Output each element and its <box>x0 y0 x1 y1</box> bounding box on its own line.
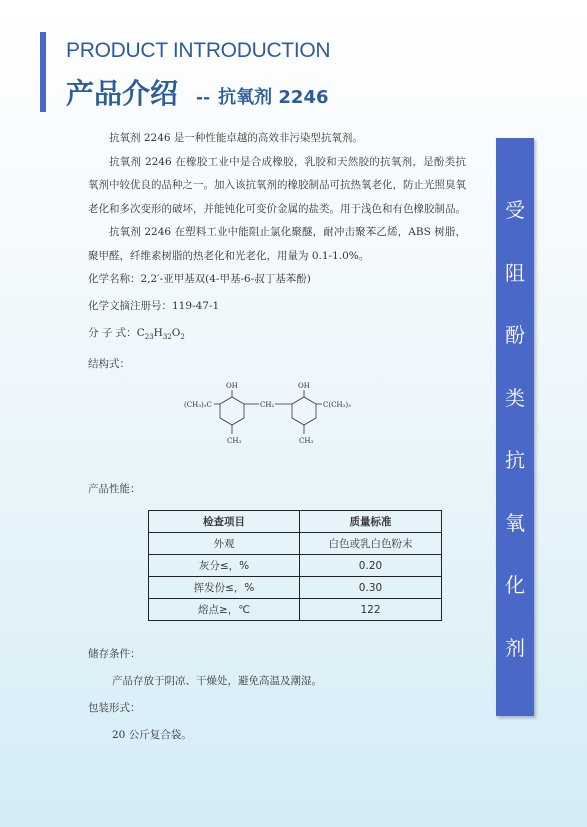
table-row <box>149 599 442 621</box>
side-char: 抗 <box>505 448 525 472</box>
row-item: 外观 <box>149 533 300 555</box>
row-value: 白色或乳白色粉末 <box>300 533 442 555</box>
table-row <box>149 533 442 555</box>
structural-formula <box>184 381 374 451</box>
row-value: 0.20 <box>300 555 442 577</box>
formula-h-count: 32 <box>162 333 172 342</box>
page-title-english: PRODUCT INTRODUCTION <box>66 39 331 62</box>
right-methyl-label: CH₃ <box>299 437 314 446</box>
title-separator: -- <box>196 88 211 108</box>
methylene-label: CH₂ <box>260 401 275 410</box>
formula-o: O <box>171 327 181 339</box>
formula-o-count: 2 <box>180 333 185 342</box>
intro-paragraph-1: 抗氧剂 2246 是一种性能卓越的高效非污染型抗氧剂。 <box>109 132 363 144</box>
side-char: 酚 <box>505 323 525 347</box>
formula-label: 分 子 式： <box>88 327 137 339</box>
cas-number: 化学文摘注册号：119-47-1 <box>88 300 220 312</box>
row-item: 灰分≤，% <box>149 555 300 577</box>
header-standard: 质量标准 <box>300 511 442 533</box>
formula-c: C <box>136 327 145 339</box>
side-char: 类 <box>505 386 525 410</box>
right-tert-butyl-label: C(CH₃)₃ <box>323 401 351 410</box>
side-category-panel <box>496 138 534 716</box>
title-cn-main: 产品介绍 <box>66 77 179 110</box>
storage-label: 储存条件： <box>88 648 141 661</box>
table-header-row <box>149 511 442 533</box>
left-benzene-ring <box>220 397 244 425</box>
storage-text: 产品存放于阴凉、干燥处，避免高温及潮湿。 <box>112 675 322 688</box>
side-char: 化 <box>505 573 525 597</box>
formula-c-count: 23 <box>144 333 154 342</box>
left-oh-label: OH <box>226 382 238 391</box>
intro-paragraph-3: 抗氧剂 2246 在塑料工业中能阻止氯化聚醚，耐冲击聚苯乙烯，ABS 树脂，聚甲醛，纤维素树脂的热老化和光老化，用量为 0.1-1.0%。 <box>88 226 466 262</box>
side-char: 阻 <box>505 261 525 285</box>
performance-label: 产品性能： <box>88 483 141 496</box>
row-value: 122 <box>300 599 442 621</box>
table-row <box>149 555 442 577</box>
structure-label: 结构式： <box>88 358 130 371</box>
performance-table <box>148 510 442 621</box>
side-char: 受 <box>505 198 525 222</box>
title-accent-bar <box>40 32 46 112</box>
left-methyl-label: CH₃ <box>227 437 242 446</box>
left-tert-butyl-label: (CH₃)₃C <box>184 401 212 410</box>
chemical-name: 化学名称：2,2′-亚甲基双(4-甲基-6-叔丁基苯酚) <box>88 273 311 285</box>
table-row <box>149 577 442 599</box>
row-item: 挥发份≤，% <box>149 577 300 599</box>
molecular-formula <box>88 322 466 348</box>
side-char: 剂 <box>505 636 525 660</box>
title-product-name: 抗氧剂 2246 <box>218 87 329 108</box>
side-char: 氧 <box>505 511 525 535</box>
right-oh-label: OH <box>298 382 310 391</box>
packaging-label: 包装形式： <box>88 702 141 715</box>
formula-h: H <box>153 327 163 339</box>
page-title-chinese <box>66 72 329 112</box>
header-item: 检查项目 <box>149 511 300 533</box>
main-content <box>88 127 466 746</box>
intro-paragraph-2: 抗氧剂 2246 在橡胶工业中是合成橡胶，乳胶和天然胶的抗氧剂，是酚类抗氧剂中较优良的品种之一。加入该抗氧剂的橡胶制品可抗热氧老化，防止光照臭氧老化和多次变形的破坏，并能钝化可变价金属的盐类。用于浅色和有色橡胶制品。 <box>88 155 466 215</box>
packaging-text: 20 公斤复合袋。 <box>112 729 192 742</box>
row-value: 0.30 <box>300 577 442 599</box>
right-benzene-ring <box>292 397 316 425</box>
row-item: 熔点≥，℃ <box>149 599 300 621</box>
